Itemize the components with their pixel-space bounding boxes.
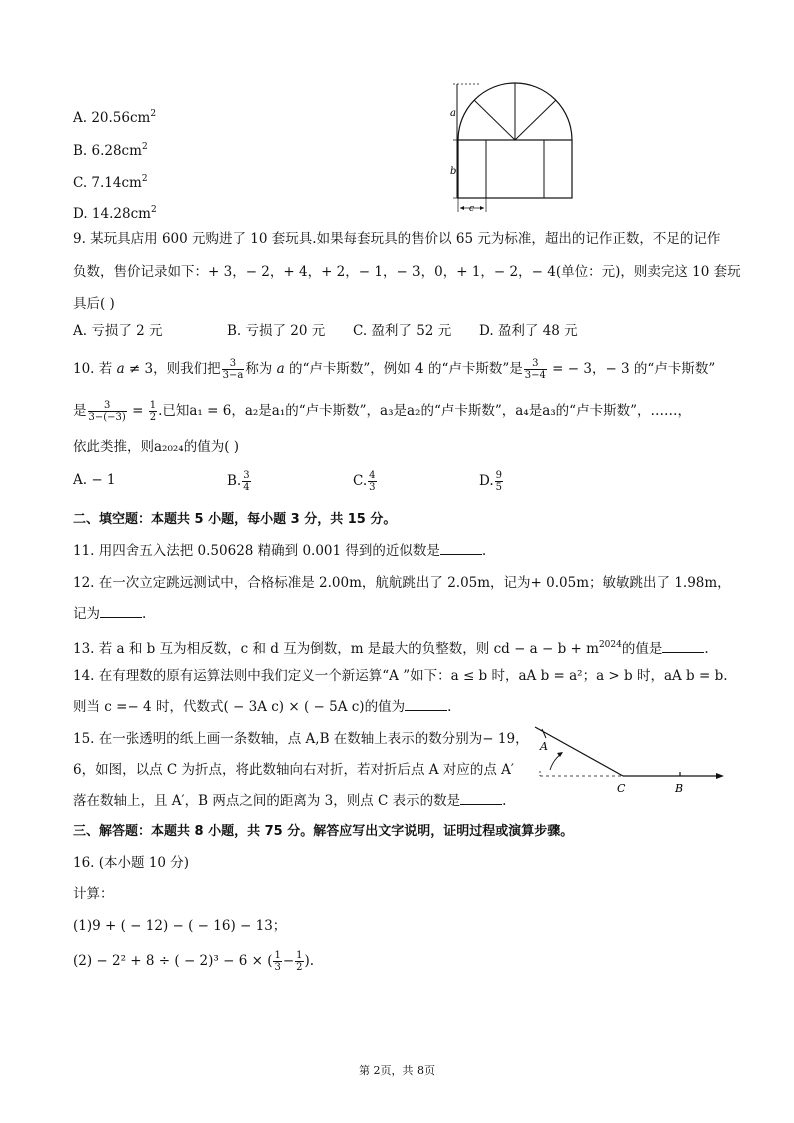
q11: 11. 用四舍五入法把 0.50628 精确到 0.001 得到的近似数是 . bbox=[73, 543, 487, 559]
q10-option-a: A. − 1 bbox=[73, 472, 116, 488]
q16-part-1: (1)9 + ( − 12) − ( − 16) − 13； bbox=[73, 918, 287, 934]
q10-options bbox=[73, 470, 723, 496]
q8-label-b: b bbox=[450, 166, 457, 177]
q9-option-a: A. 亏损了 2 元 bbox=[73, 323, 163, 339]
q9-options bbox=[73, 321, 723, 341]
q8-label-a: a bbox=[450, 108, 456, 119]
q15-line-3: 落在数轴上，且 A′，B 两点之间的距离为 3，则点 C 表示的数是 . bbox=[73, 793, 507, 809]
q10-option-c: C. $\frac{4}{3}$ bbox=[353, 470, 376, 493]
q10-option-b: B. $\frac{3}{4}$ bbox=[227, 470, 250, 493]
section-3-heading: 三、解答题：本题共 8 小题，共 75 分。解答应写出文字说明，证明过程或演算步骤。 bbox=[73, 824, 574, 839]
q9-option-b: B. 亏损了 20 元 bbox=[227, 323, 326, 339]
q8-label-c: c bbox=[469, 204, 475, 214]
q9-line-1: 9. 某玩具店用 600 元购进了 10 套玩具.如果每套玩具的售价以 65 元为标准，超出的记作正数，不足的记作 bbox=[73, 231, 721, 247]
q10-line-2: 是 $\frac{3}{3-(-3)}$ = $\frac{1}{2}$ .已知a₁ = 6，a₂是a₁的“卢卡斯数”，a₃是a₂的“卢卡斯数”，a₄是a₃的“卢卡斯数”，……， bbox=[73, 400, 691, 423]
q13: 13. 若 a 和 b 互为相反数，c 和 d 互为倒数，m 是最大的负整数，则 cd − $a - b + m^{2024}$的值是 . bbox=[73, 640, 709, 657]
q16-part-2: (2) − 2² + 8 ÷ ( − 2)³ − 6 × ( $\frac{1}{3}$ − $\frac{1}{2}$ ). bbox=[73, 950, 315, 973]
q10-line-1: 10. 若 a ≠ 3，则我们把 $\frac{3}{3-a}$ 称为 a 的“卢卡斯数”，例如 4 的“卢卡斯数”是 $\frac{3}{3-4}$ = − 3，− 3 的“卢卡斯数” bbox=[73, 358, 716, 381]
q15-figure bbox=[528, 724, 728, 796]
q10-option-d: D. $\frac{9}{5}$ bbox=[479, 470, 503, 493]
q10-line-3: 依此类推，则a₂₀₂₄的值为( ) bbox=[73, 439, 240, 455]
q15-label-b: B bbox=[675, 782, 684, 795]
q9-line-3: 具后( ) bbox=[73, 296, 115, 312]
q8-option-c: C. $7.14cm^2$ bbox=[73, 174, 148, 191]
q8-option-d: D. $14.28cm^2$ bbox=[73, 205, 157, 222]
q15-label-a: A bbox=[540, 740, 548, 753]
q15-label-c: C bbox=[617, 782, 626, 795]
q15-line-1: 15. 在一张透明的纸上画一条数轴，点 A,B 在数轴上表示的数分别为− 19， bbox=[73, 731, 529, 747]
q9-option-d: D. 盈利了 48 元 bbox=[479, 323, 578, 339]
section-2-heading: 二、填空题：本题共 5 小题，每小题 3 分，共 15 分。 bbox=[73, 512, 397, 527]
q15-line-2: 6，如图，以点 C 为折点，将此数轴向右对折，若对折后点 A 对应的点 A′ bbox=[73, 762, 514, 778]
q16-intro: 计算： bbox=[73, 886, 114, 902]
q8-option-a: A. $20.56cm^2$ bbox=[73, 109, 157, 126]
q8-figure bbox=[440, 78, 590, 218]
q14-line-1: 14. 在有理数的原有运算法则中我们定义一个新运算“A ”如下：a ≤ b 时，aA b = a²；a > b 时，aA b = b. bbox=[73, 668, 728, 684]
q9-line-2: 负数，售价记录如下：+ 3，− 2，+ 4，+ 2，− 1，− 3，0，+ 1，− 2，− 4(单位：元)，则卖完这 10 套玩 bbox=[73, 264, 741, 280]
q12-line-2: 记为 . bbox=[73, 606, 147, 622]
q16-title: 16. (本小题 10 分) bbox=[73, 855, 190, 871]
q12-line-1: 12. 在一次立定跳远测试中，合格标准是 2.00m，航航跳出了 2.05m，记为+ 0.05m；敏敏跳出了 1.98m， bbox=[73, 575, 731, 591]
q14-line-2: 则当 c =− 4 时，代数式( − 3A c) × ( − 5A c)的值为 . bbox=[73, 699, 452, 715]
page-footer: 第 2页，共 8页 bbox=[359, 1064, 435, 1077]
q8-option-b: B. $6.28cm^2$ bbox=[73, 142, 148, 159]
q9-option-c: C. 盈利了 52 元 bbox=[353, 323, 452, 339]
